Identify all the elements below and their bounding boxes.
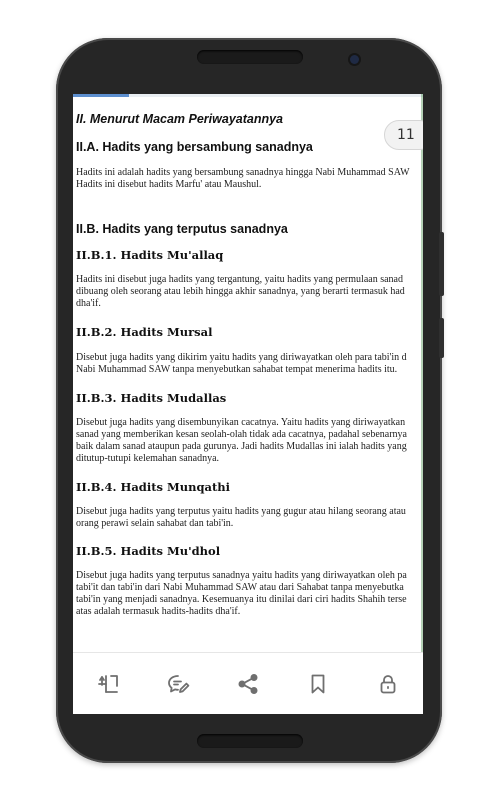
- text-line: Hadits ini disebut juga hadits yang tergantung, yaitu hadits yang permulaan sanad: [76, 274, 403, 285]
- comment-button[interactable]: [157, 663, 199, 705]
- crop-button[interactable]: [87, 663, 129, 705]
- text-line: ditutup-tutupi kelemahan sanadnya.: [76, 453, 220, 464]
- heading-2b4: II.B.4. Hadits Munqathi: [76, 480, 230, 494]
- text-line: Disebut juga hadits yang disembunyikan cacatnya. Yaitu hadits yang diriwayatkan: [76, 417, 406, 428]
- text-line: tabi'it dan tabi'in dari Nabi Muhammad SAW atau dari Sahabat tanpa menyebutka: [76, 582, 404, 593]
- paragraph-2b5: [76, 570, 423, 618]
- section-heading: II. Menurut Macam Periwayatannya: [76, 112, 284, 126]
- text-line: tabi'in yang menjadi sanadnya. Kesemuanya itu dinilai dari ciri hadits Shahih terse: [76, 594, 407, 605]
- volume-button: [439, 232, 444, 296]
- bookmark-icon: [306, 672, 330, 696]
- heading-2b5: II.B.5. Hadits Mu'dhol: [76, 544, 221, 558]
- crop-icon: [96, 672, 120, 696]
- lock-button[interactable]: [367, 663, 409, 705]
- bookmark-button[interactable]: [297, 663, 339, 705]
- reading-progress-track: [73, 94, 423, 97]
- text-line: Nabi Muhammad SAW tanpa menyebutkan sahabat tempat menerima hadits itu.: [76, 364, 398, 375]
- text-line: Hadits ini disebut hadits Marfu' atau Maushul.: [76, 179, 262, 190]
- text-line: Disebut juga hadits yang terputus yaitu hadits yang gugur atau hilang seorang atau: [76, 506, 406, 517]
- paragraph-2b1: [76, 274, 423, 310]
- paragraph-2b2: [76, 352, 423, 376]
- reader-screen[interactable]: [73, 94, 423, 714]
- bottom-speaker: [197, 734, 303, 748]
- power-button: [439, 318, 444, 358]
- heading-2b2: II.B.2. Hadits Mursal: [76, 325, 213, 339]
- text-line: atas adalah termasuk hadits-hadits dha'if.: [76, 606, 241, 617]
- text-line: sanad yang memberikan kesan seolah-olah tidak ada cacatnya, padahal sebenarnya: [76, 429, 407, 440]
- text-line: dibuang oleh seorang atau lebih hingga akhir sanadnya, yang berarti termasuk had: [76, 286, 405, 297]
- lock-icon: [376, 672, 400, 696]
- text-line: Disebut juga hadits yang terputus sanadnya yaitu hadits yang diriwayatkan oleh pa: [76, 570, 407, 581]
- page-number-badge[interactable]: 11: [384, 120, 423, 150]
- text-line: Hadits ini adalah hadits yang bersambung sanadnya hingga Nabi Muhammad SAW: [76, 167, 410, 178]
- comment-edit-icon: [166, 672, 190, 696]
- text-line: dha'if.: [76, 298, 101, 309]
- text-line: baik dalam sanad ataupun pada gurunya. Jadi hadits Mudallas ini ialah hadits yang: [76, 441, 407, 452]
- paragraph-2b3: [76, 417, 423, 465]
- heading-2b1: II.B.1. Hadits Mu'allaq: [76, 248, 224, 262]
- heading-2b: II.B. Hadits yang terputus sanadnya: [76, 222, 288, 236]
- text-line: Disebut juga hadits yang dikirim yaitu hadits yang diriwayatkan oleh para tabi'in d: [76, 352, 407, 363]
- paragraph-2b4: [76, 506, 423, 530]
- paragraph-2a: [76, 167, 423, 191]
- reading-progress-fill: [73, 94, 129, 97]
- text-line: orang perawi selain sahabat dan tabi'in.: [76, 518, 234, 529]
- bottom-toolbar: [73, 652, 423, 714]
- heading-2a: II.A. Hadits yang bersambung sanadnya: [76, 140, 313, 154]
- front-camera: [350, 55, 359, 64]
- share-icon: [236, 672, 260, 696]
- share-button[interactable]: [227, 663, 269, 705]
- document-content[interactable]: [76, 108, 423, 618]
- heading-2b3: II.B.3. Hadits Mudallas: [76, 391, 227, 405]
- top-speaker: [197, 50, 303, 64]
